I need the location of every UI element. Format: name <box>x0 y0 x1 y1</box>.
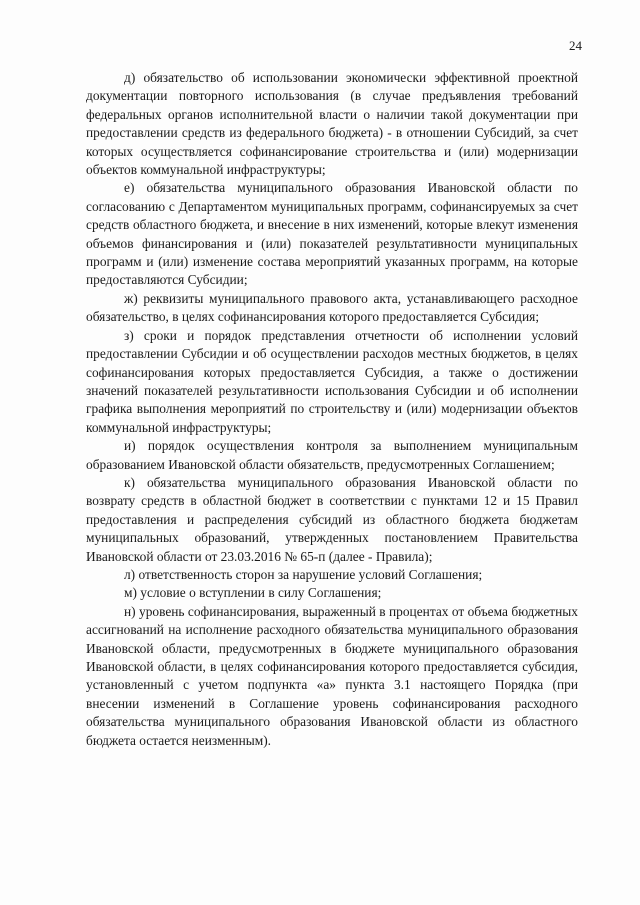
paragraph-e: е) обязательства муниципального образования Ивановской области по согласованию с Департаментом муниципальных программ, софинансируемых за счет средств областного бюджета, и внесение в них изменений, которые влекут изменения объемов финансирования и (или) показателей результативности муниципальных программ и (или) изменение состава мероприятий указанных программ, на которые предоставляются Субсидии; <box>86 180 578 288</box>
paragraph-l: л) ответственность сторон за нарушение условий Соглашения; <box>124 566 483 582</box>
paragraph-zh: ж) реквизиты муниципального правового акта, устанавливающего расходное обязательство, в целях софинансирования которого предоставляется Субсидия; <box>86 290 578 325</box>
paragraph-m: м) условие о вступлении в силу Соглашения; <box>124 585 382 601</box>
paragraph-k: к) обязательства муниципального образования Ивановской области по возврату средств в областной бюджет в соответствии с пунктами 12 и 15 Правил предоставления и распределения субсидий из областного бюджета бюджетам муниципальных образований, утвержденных постановлением Правительства Ивановской области от 23.03.2016 № 65-п (далее - Правила); <box>86 474 578 564</box>
page-number: 24 <box>569 38 582 53</box>
paragraph-n: н) уровень софинансирования, выраженный в процентах от объема бюджетных ассигнований на исполнение расходного обязательства муниципального образования Ивановской области, предусмотренных в бюджете муниципального образования Ивановской области, в целях софинансирования которого предоставляется субсидия, установленный с учетом подпункта «а» пункта 3.1 настоящего Порядка (при внесении изменений в Соглашение уровень софинансирования расходного обязательства муниципального образования Ивановской области из областного бюджета остается неизменным). <box>86 603 578 748</box>
paragraph-i: и) порядок осуществления контроля за выполнением муниципальным образованием Ивановской области обязательств, предусмотренных Соглашением; <box>86 438 578 472</box>
document-body <box>86 69 578 750</box>
paragraph-z: з) сроки и порядок представления отчетности об исполнении условий предоставлении Субсидии и об осуществлении расходов местных бюджетов, в целях софинансирования которых предоставляется Субсидия, а также о достижении значений показателей результативности использования Субсидии и об исполнении графика выполнения мероприятий по строительству и (или) модернизации объектов коммунальной инфраструктуры; <box>86 327 578 435</box>
paragraph-d: д) обязательство об использовании экономически эффективной проектной документации повторного использования (в случае предъявления требований федеральных органов исполнительной власти о наличии такой документации при предоставлении средств из федерального бюджета) - в отношении Субсидий, за счет которых осуществляется софинансирование строительства и (или) модернизации объектов коммунальной инфраструктуры; <box>86 70 578 178</box>
